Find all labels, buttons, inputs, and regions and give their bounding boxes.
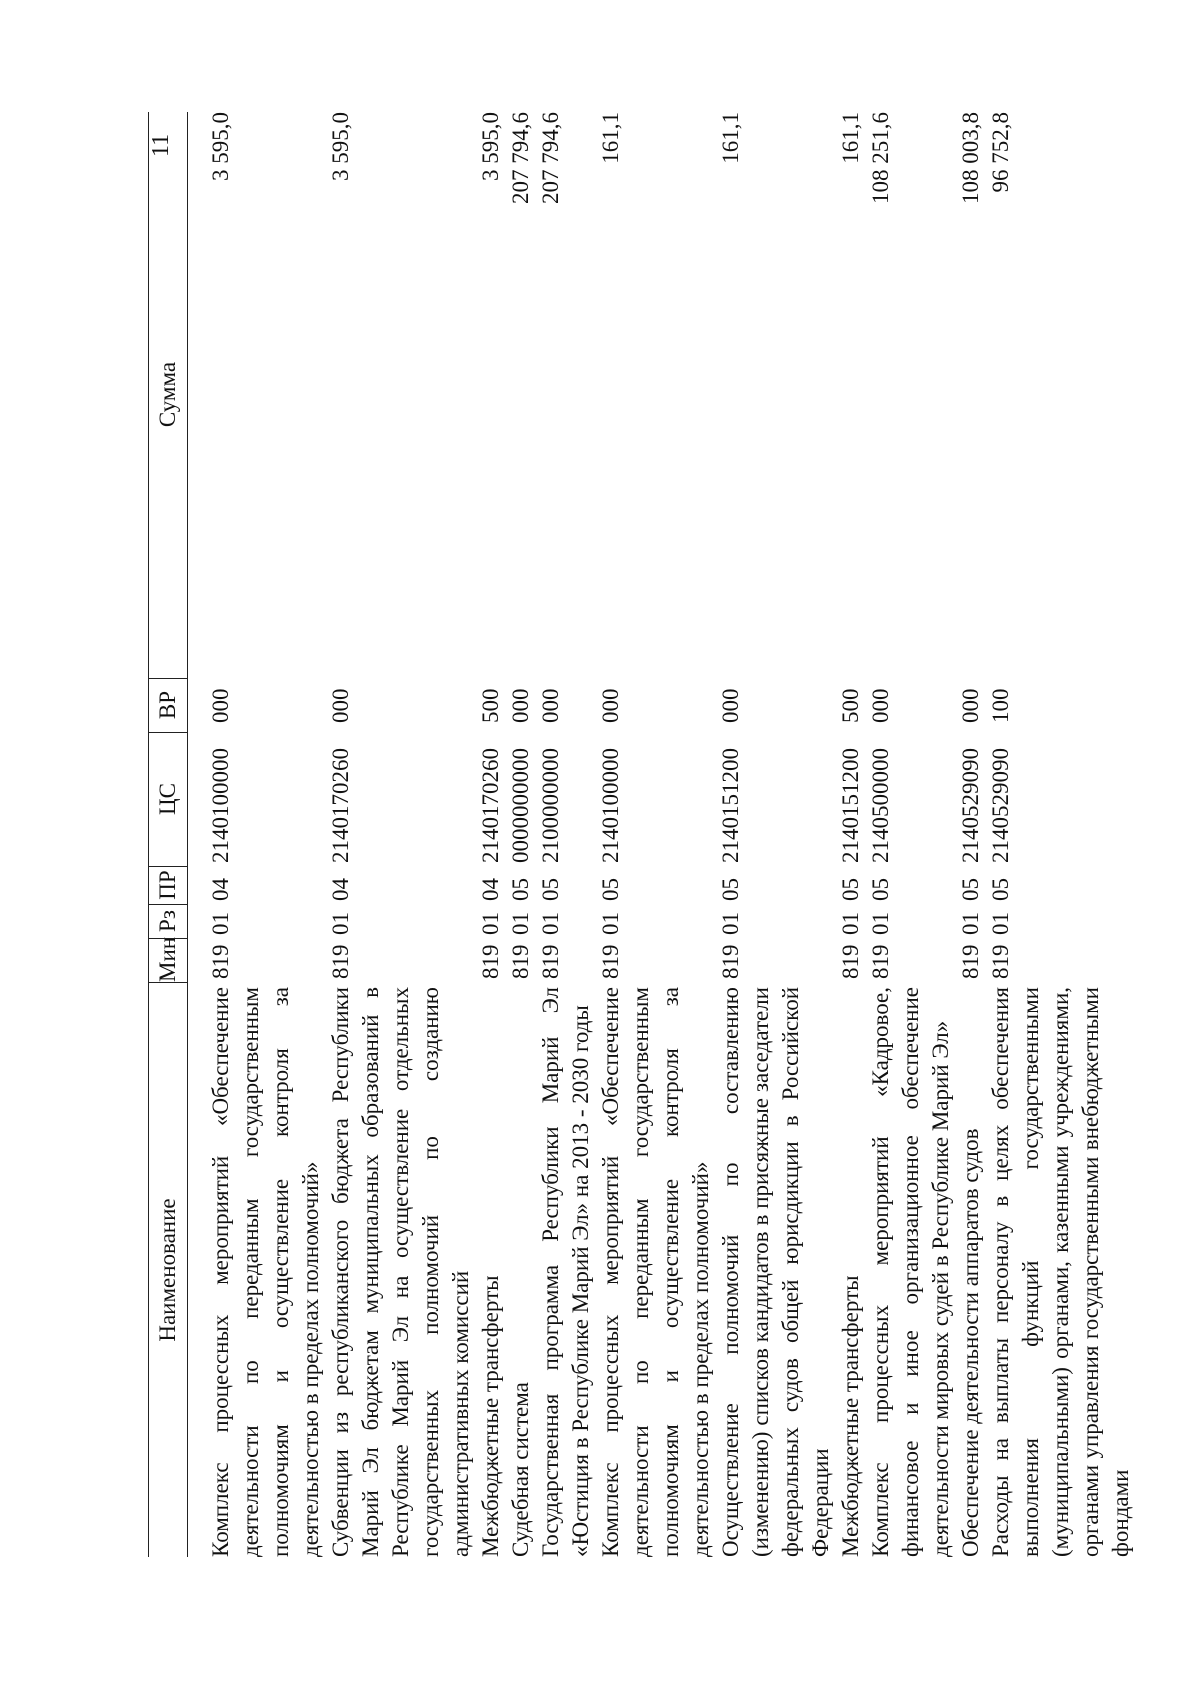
header-sum: Сумма [149,111,187,679]
header-cs: ЦС [149,732,187,867]
row-vr: 100 [988,688,1013,723]
row-name: Межбюджетные трансферты [838,1275,863,1557]
row-pr: 04 [478,878,503,901]
table-body [188,112,1136,1557]
row-sum: 3 595,0 [208,112,233,181]
row-min: 819 [838,944,863,979]
table-row [716,112,836,1557]
row-cs: 2140529090 [958,748,983,863]
row-pr: 05 [718,878,743,901]
row-name: Межбюджетные трансферты [478,1275,503,1557]
row-min: 819 [718,944,743,979]
row-min: 819 [538,944,563,979]
row-cs: 2100000000 [538,748,563,863]
row-vr: 500 [478,688,503,723]
row-rz: 01 [208,912,233,935]
row-min: 819 [208,944,233,979]
row-sum: 108 251,6 [868,112,893,204]
header-vr: ВР [149,678,187,733]
row-name: Субвенции из республиканского бюджета Республики Марий Эл бюджетам муниципальных образований в Республике Марий Эл на осуществление отдельных государственных полномочий по созданию административных комиссий [328,987,473,1557]
row-name: Расходы на выплаты персоналу в целях обеспечения выполнения функций государственными (муниципальными) органами, казенными учреждениями, органами управления государственными внебюджетными фондами [988,987,1133,1557]
row-rz: 01 [988,912,1013,935]
row-cs: 2140100000 [598,748,623,863]
row-vr: 000 [508,688,533,723]
row-sum: 96 752,8 [988,112,1013,193]
row-cs: 2140170260 [328,748,353,863]
table-row [836,112,866,1557]
table-row [206,112,326,1557]
header-min: Мин [149,938,187,983]
row-rz: 01 [718,912,743,935]
row-rz: 01 [508,912,533,935]
row-cs: 2140151200 [838,748,863,863]
row-name: Осуществление полномочий по составлению (изменению) списков кандидатов в присяжные заседатели федеральных судов общей юрисдикции в Российской Федерации [718,987,833,1557]
row-pr: 05 [868,878,893,901]
row-rz: 01 [838,912,863,935]
row-sum: 161,1 [718,112,743,164]
table-row [536,112,596,1557]
row-min: 819 [988,944,1013,979]
row-vr: 500 [838,688,863,723]
row-sum: 207 794,6 [538,112,563,204]
row-cs: 2140170260 [478,748,503,863]
row-vr: 000 [958,688,983,723]
row-rz: 01 [868,912,893,935]
row-sum: 161,1 [598,112,623,164]
row-name: Государственная программа Республики Марий Эл «Юстиция в Республике Марий Эл» на 2013 - 2030 годы [538,987,593,1557]
row-vr: 000 [868,688,893,723]
row-name: Судебная система [508,1382,533,1557]
row-cs: 2140100000 [208,748,233,863]
row-cs: 2140529090 [988,748,1013,863]
table-row [476,112,506,1557]
row-min: 819 [868,944,893,979]
row-rz: 01 [328,912,353,935]
row-vr: 000 [718,688,743,723]
row-pr: 05 [958,878,983,901]
row-rz: 01 [598,912,623,935]
row-cs: 0000000000 [508,748,533,863]
row-pr: 05 [508,878,533,901]
table-row [986,112,1136,1557]
row-name: Обеспечение деятельности аппаратов судов [958,1128,983,1557]
table-row [326,112,476,1557]
row-cs: 2140500000 [868,748,893,863]
row-name: Комплекс процессных мероприятий «Обеспечение деятельности по переданным государственным полномочиям и осуществление контроля за деятельностью в пределах полномочий» [208,987,323,1557]
row-rz: 01 [478,912,503,935]
row-sum: 207 794,6 [508,112,533,204]
row-min: 819 [958,944,983,979]
row-pr: 05 [988,878,1013,901]
header-pr: ПР [149,866,187,905]
row-rz: 01 [958,912,983,935]
page-number: 11 [148,133,174,157]
row-vr: 000 [598,688,623,723]
row-name: Комплекс процессных мероприятий «Кадровое, финансовое и иное организационное обеспечение деятельности мировых судей в Республике Марий Эл» [868,987,953,1557]
row-vr: 000 [538,688,563,723]
row-cs: 2140151200 [718,748,743,863]
table-row [956,112,986,1557]
row-min: 819 [508,944,533,979]
table-header [148,112,188,1557]
table-row [506,112,536,1557]
row-sum: 108 003,8 [958,112,983,204]
budget-table [148,112,1136,1557]
row-min: 819 [328,944,353,979]
row-sum: 3 595,0 [478,112,503,181]
row-pr: 05 [838,878,863,901]
row-min: 819 [598,944,623,979]
row-vr: 000 [328,688,353,723]
header-rz: Рз [149,904,187,939]
row-name: Комплекс процессных мероприятий «Обеспечение деятельности по переданным государственным полномочиям и осуществление контроля за деятельностью в пределах полномочий» [598,987,713,1557]
row-vr: 000 [208,688,233,723]
row-rz: 01 [538,912,563,935]
row-pr: 04 [208,878,233,901]
row-pr: 05 [598,878,623,901]
header-name: Наименование [155,1198,180,1342]
row-sum: 3 595,0 [328,112,353,181]
row-min: 819 [478,944,503,979]
table-row [866,112,956,1557]
row-pr: 05 [538,878,563,901]
row-pr: 04 [328,878,353,901]
table-row [596,112,716,1557]
row-sum: 161,1 [838,112,863,164]
